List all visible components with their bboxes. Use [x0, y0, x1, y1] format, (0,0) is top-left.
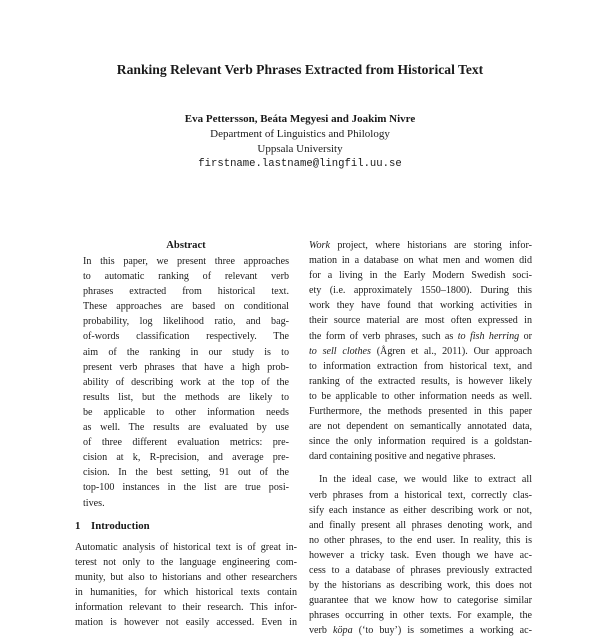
body-line: phrases occurring in other texts. For example, the: [309, 610, 532, 622]
body-line: no other phrases, to the end user. In reality, this is: [309, 534, 532, 546]
introduction-line: Automatic analysis of historical text is of great in-: [75, 541, 297, 553]
body-line: and finally present all phrases denoting work, and: [309, 519, 532, 531]
body-line: In the ideal case, we would like to extract all: [319, 474, 532, 486]
abstract-line: present verb phrases that have a high prob-: [83, 361, 289, 373]
body-line: [309, 238, 532, 253]
body-line: [309, 329, 532, 344]
italic-project-name: Work: [309, 240, 330, 251]
right-column: [309, 238, 532, 638]
body-line: cess to a database of phrases previously extracted: [309, 564, 532, 576]
italic-example: köpa: [333, 625, 353, 637]
abstract-line: be applicable to other information needs: [83, 406, 289, 418]
introduction-line: mation is however not easily accessed. Even in: [75, 617, 297, 629]
abstract-line: cision. In the best setting, 91 out of the: [83, 467, 289, 479]
body-line: to information extraction from historical text, and: [309, 360, 532, 372]
body-text: (‘to buy’) is sometimes a working ac-: [352, 625, 532, 637]
section-title: Introduction: [91, 519, 150, 532]
abstract-line: of three different evaluation metrics: pre-: [83, 437, 289, 449]
paragraph-gap: [309, 464, 532, 472]
body-line: verb phrases from a historical text, correctly clas-: [309, 489, 532, 501]
body-line: since the only information required is a goldstan-: [309, 436, 532, 448]
author-names: Eva Pettersson, Beáta Megyesi and Joakim Nivre: [184, 113, 416, 125]
affiliation-department: Department of Linguistics and Philology: [210, 128, 390, 140]
abstract-line: to automatic ranking of relevant verb: [83, 271, 289, 283]
italic-example: to fish herring: [457, 330, 520, 342]
abstract-line: ability of describing work at the top of the: [83, 376, 289, 388]
introduction-line: information relevant to their research. This infor-: [75, 601, 297, 613]
body-line: sify each instance as either describing work or not,: [309, 504, 532, 516]
body-line: ranking of the extracted results, is however likely: [309, 375, 532, 387]
body-line: [309, 623, 532, 638]
body-line: mation in a database on what men and women did: [309, 255, 532, 267]
left-column: [75, 238, 297, 630]
section-number: 1: [75, 519, 81, 532]
body-line: for a living in the Early Modern Swedish soci-: [309, 270, 532, 282]
body-line: work they have found that working activities in: [309, 300, 532, 312]
abstract-line: phrases extracted from historical text.: [83, 286, 289, 298]
abstract-line: These approaches are based on conditional: [83, 301, 289, 313]
body-text: or: [519, 330, 532, 342]
paper-title: Ranking Relevant Verb Phrases Extracted from Historical Text: [116, 62, 484, 77]
body-text: (Ågren et al., 2011). Our approach: [370, 345, 532, 357]
body-line: dard containing positive and negative phrases.: [309, 451, 496, 463]
abstract-line: aim of the ranking in our study is to: [83, 346, 289, 358]
italic-example: to sell clothes: [309, 345, 371, 357]
abstract-heading: Abstract: [166, 240, 206, 251]
introduction-line: munity, but also to historians and other researchers: [75, 571, 297, 583]
body-line: their source material are most often expressed in: [309, 315, 532, 327]
author-block: [0, 112, 600, 172]
affiliation-university: Uppsala University: [257, 143, 343, 155]
body-line: guarantee that we know how to categorise similar: [309, 595, 532, 607]
abstract-line: top-100 instances in the list are true posi-: [83, 482, 289, 494]
abstract-line: In this paper, we present three approaches: [83, 256, 289, 267]
abstract-line: probability, log likelihood ratio, and bag-: [83, 316, 289, 328]
body-line: however a tricky task. Even though we have ac-: [309, 549, 532, 561]
introduction-line: in humanities, for which historical texts contain: [75, 586, 297, 598]
body-line: to be applicable to other information needs as well.: [309, 390, 532, 402]
body-text: verb: [309, 625, 334, 637]
abstract-line: results list, but the methods are likely to: [83, 391, 289, 403]
body-text: project, where historians are storing infor-: [329, 240, 532, 251]
body-text: the form of verb phrases, such as: [309, 330, 458, 342]
abstract-line: of-words classification respectively. The: [83, 331, 289, 343]
body-line: [309, 344, 532, 359]
abstract-body: [75, 254, 297, 511]
body-line: ety (i.e. approximately 1550–1800). During this: [309, 285, 532, 297]
author-email: firstname.lastname@lingfil.uu.se: [198, 158, 402, 170]
section-heading-introduction: [75, 519, 297, 534]
body-line: Furthermore, the methods presented in this paper: [309, 406, 532, 418]
abstract-line: as well. The results are evaluated by use: [83, 422, 289, 434]
abstract-line: tives.: [83, 497, 105, 509]
body-line: are not dependent on semantically annotated data,: [309, 421, 532, 433]
body-line: by the historians as describing work, this does not: [309, 580, 532, 592]
introduction-body: [75, 540, 297, 631]
abstract-line: cision at k, R-precision, and average pre-: [83, 452, 289, 464]
introduction-line: terest not only to the language engineering com-: [75, 556, 297, 568]
